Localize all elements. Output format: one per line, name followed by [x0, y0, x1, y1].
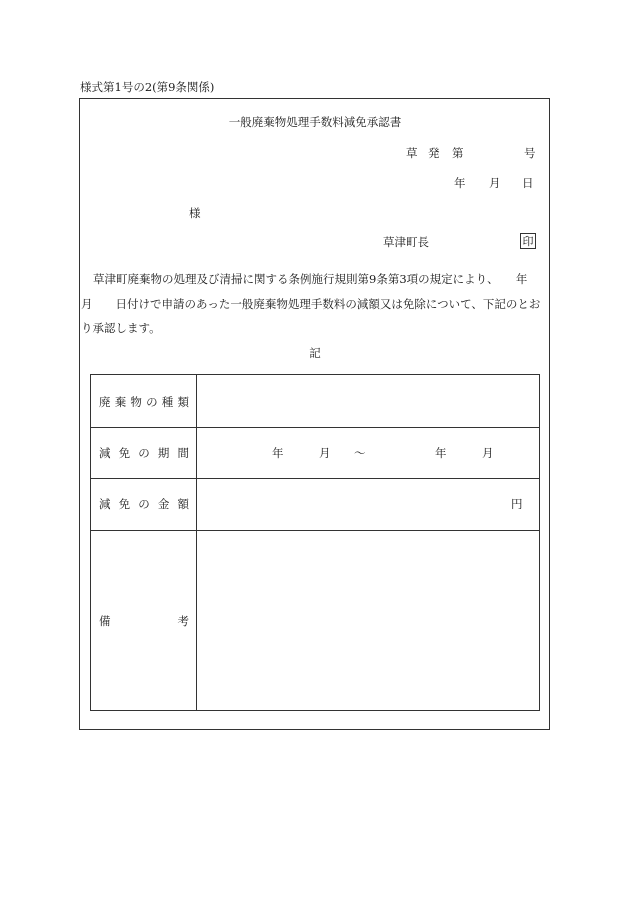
label-char: 棄 — [114, 395, 127, 409]
label-char: 備 — [99, 614, 111, 628]
label-char: 期 — [157, 446, 170, 460]
label-char: 種 — [161, 395, 174, 409]
label-char: 額 — [177, 497, 189, 511]
addressee-suffix: 様 — [189, 206, 201, 220]
details-table — [90, 374, 540, 711]
document-title: 一般廃棄物処理手数料減免承認書 — [228, 115, 402, 129]
date-year: 年 — [454, 176, 466, 190]
column-divider — [196, 375, 197, 710]
label-char: 減 — [99, 497, 111, 511]
issue-number-char: 草 — [406, 146, 418, 160]
amount-yen-unit: 円 — [511, 497, 523, 511]
label-char: の — [138, 446, 150, 460]
label-char: 免 — [118, 446, 131, 460]
issuer-name: 草津町長 — [383, 235, 429, 249]
row-divider — [91, 427, 539, 428]
period-start-year: 年 — [272, 446, 284, 460]
issue-number-char: 第 — [452, 146, 464, 160]
label-char: 間 — [177, 446, 189, 460]
label-char: の — [146, 395, 158, 409]
label-char: 類 — [177, 395, 189, 409]
label-char: 物 — [130, 395, 142, 409]
row-label-remarks — [99, 614, 189, 628]
label-char: 減 — [99, 446, 111, 460]
date-month: 月 — [489, 176, 501, 190]
row-label-exemption-amount — [99, 497, 189, 511]
label-char: の — [138, 497, 150, 511]
period-start-month: 月 — [319, 446, 331, 460]
body-paragraph: 草津町廃棄物の処理及び清掃に関する条例施行規則第9条第3項の規定により、 年 月 日付けで申請のあった一般廃棄物処理手数料の減額又は免除について、下記のとおり承認します。 — [81, 272, 551, 335]
issue-number-char: 発 — [428, 146, 440, 160]
date-day: 日 — [522, 176, 534, 190]
row-divider — [91, 530, 539, 531]
label-char: 金 — [157, 497, 170, 511]
period-end-year: 年 — [435, 446, 447, 460]
label-char: 廃 — [99, 395, 111, 409]
seal-mark: 印 — [520, 233, 536, 249]
row-label-exemption-period — [99, 446, 189, 460]
issue-number-char: 号 — [524, 146, 536, 160]
row-label-waste-type — [99, 395, 189, 409]
ki-heading: 記 — [309, 346, 321, 360]
period-tilde: 〜 — [354, 446, 366, 460]
form-number-label: 様式第1号の2(第9条関係) — [80, 80, 215, 94]
period-end-month: 月 — [482, 446, 494, 460]
label-char: 考 — [177, 614, 189, 628]
row-divider — [91, 478, 539, 479]
label-char: 免 — [118, 497, 131, 511]
